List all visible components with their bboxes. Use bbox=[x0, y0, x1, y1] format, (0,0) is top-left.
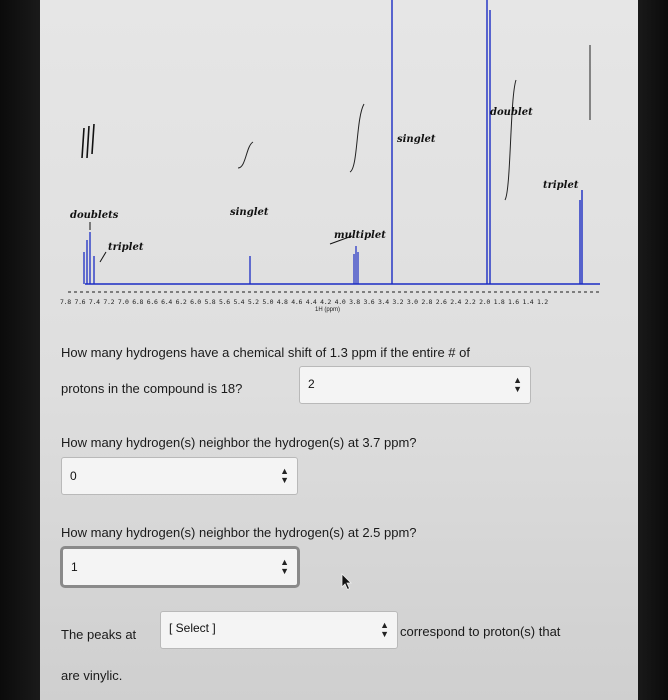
ppm-axis-title: 1H (ppm) bbox=[315, 307, 341, 313]
annotation-doublets: doublets bbox=[70, 210, 119, 221]
updown-arrow-icon: ▲ ▼ bbox=[280, 557, 289, 576]
updown-arrow-icon: ▲ ▼ bbox=[280, 466, 289, 485]
question-4-prefix: The peaks at bbox=[61, 627, 137, 642]
question-3-text: How many hydrogen(s) neighbor the hydrogen(s) at 2.5 ppm? bbox=[61, 525, 417, 540]
nmr-spectrum-plot bbox=[60, 0, 605, 320]
integration-doublet bbox=[505, 80, 516, 200]
question-4-line2: are vinylic. bbox=[61, 668, 123, 683]
annotation-multiplet: multiplet bbox=[334, 230, 386, 241]
question-3-select-value: 1 bbox=[71, 560, 78, 574]
integration-multiplet bbox=[350, 104, 364, 172]
nmr-spectrum bbox=[60, 0, 605, 320]
question-1-select-value: 2 bbox=[308, 377, 315, 391]
question-4-suffix: correspond to proton(s) that bbox=[400, 624, 561, 639]
question-2-select[interactable] bbox=[61, 457, 298, 495]
annotation-doublet: doublet bbox=[490, 107, 533, 118]
ppm-axis-labels: 7.8 7.6 7.4 7.2 7.0 6.8 6.6 6.4 6.2 6.0 5.8 5.6 5.4 5.2 5.0 4.8 4.6 4.4 4.2 4.0 3.8 3.6 3.4 3.2 3.0 2.8 2.6 2.4 2.2 2.0 1.8 1.6 1.4 1.2 bbox=[60, 298, 548, 306]
updown-arrow-icon: ▲ ▼ bbox=[380, 620, 389, 639]
annotation-triplet-right: triplet bbox=[543, 180, 579, 191]
annotation-singlet-right: singlet bbox=[397, 134, 436, 145]
question-4-select[interactable] bbox=[160, 611, 398, 649]
question-2-text: How many hydrogen(s) neighbor the hydrogen(s) at 3.7 ppm? bbox=[61, 435, 417, 450]
annotation-triplet-left: triplet bbox=[108, 242, 144, 253]
mouse-pointer-icon bbox=[341, 573, 353, 591]
question-4-select-value: [ Select ] bbox=[169, 621, 216, 635]
question-2-select-value: 0 bbox=[70, 469, 77, 483]
question-1-text-line2: protons in the compound is 18? bbox=[61, 381, 243, 396]
question-1-select[interactable] bbox=[299, 366, 531, 404]
updown-arrow-icon: ▲ ▼ bbox=[513, 375, 522, 394]
integration-singlet-5 bbox=[238, 142, 253, 168]
integration-aromatic bbox=[82, 124, 94, 158]
question-3-select[interactable] bbox=[60, 546, 300, 588]
question-1-text-line1: How many hydrogens have a chemical shift of 1.3 ppm if the entire # of bbox=[61, 345, 470, 360]
annotation-singlet-mid: singlet bbox=[230, 207, 269, 218]
